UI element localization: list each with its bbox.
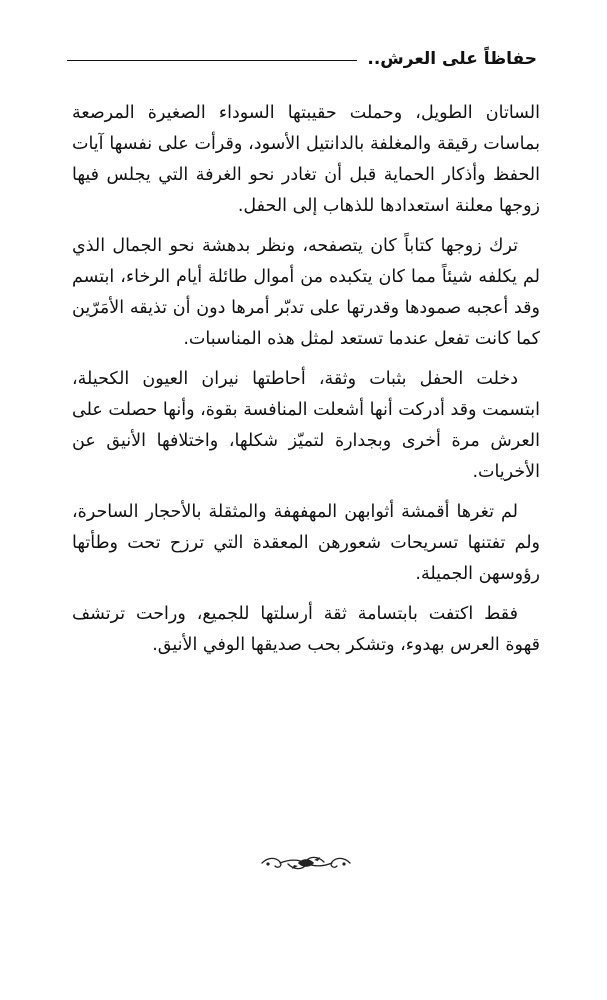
flourish-ornament-icon (258, 848, 354, 878)
paragraph-1: الساتان الطويل، وحملت حقيبتها السوداء الصغيرة المرصعة بماسات رقيقة والمغلفة بالدانتيل الأسود، وقرأت على نفسها آيات الحفظ وأذكار الحماية قبل أن تغادر نحو الغرفة التي يجلس فيها زوجها معلنة استعدادها للذهاب إلى الحفل. (72, 103, 540, 216)
chapter-title: حفاظاً على العرش.. (367, 49, 537, 69)
paragraph-2: ترك زوجها كتاباً كان يتصفحه، ونظر بدهشة نحو الجمال الذي لم يكلفه شيئاً مما كان يتكبده من أموال طائلة أيام الرخاء، ابتسم وقد أعجبه صمودها وقدرتها على تدبّر أمرها دون أن تذيقه الأمَرّين كما كانت تفعل عندما تستعد لمثل هذه المناسبات. (72, 236, 540, 349)
paragraph-3: دخلت الحفل بثبات وثقة، أحاطتها نيران العيون الكحيلة، ابتسمت وقد أدركت أنها أشعلت المنافسة بقوة، وأنها حصلت على العرش مرة أخرى وبجدارة لتميّز شكلها، واختلافها الأنيق عن الأخريات. (72, 369, 540, 482)
running-header (67, 44, 537, 74)
paragraph-5: فقط اكتفت بابتسامة ثقة أرسلتها للجميع، وراحت ترتشف قهوة العرس بهدوء، وتشكر بحب صديقها الوفي الأنيق. (72, 604, 540, 655)
header-rule (67, 60, 357, 61)
story-body (72, 98, 540, 670)
paragraph-4: لم تغرها أقمشة أثوابهن المهفهفة والمثقلة بالأحجار الساحرة، ولم تفتنها تسريحات شعورهن المعقدة التي ترزح تحت وطأتها رؤوسهن الجميلة. (72, 502, 540, 584)
